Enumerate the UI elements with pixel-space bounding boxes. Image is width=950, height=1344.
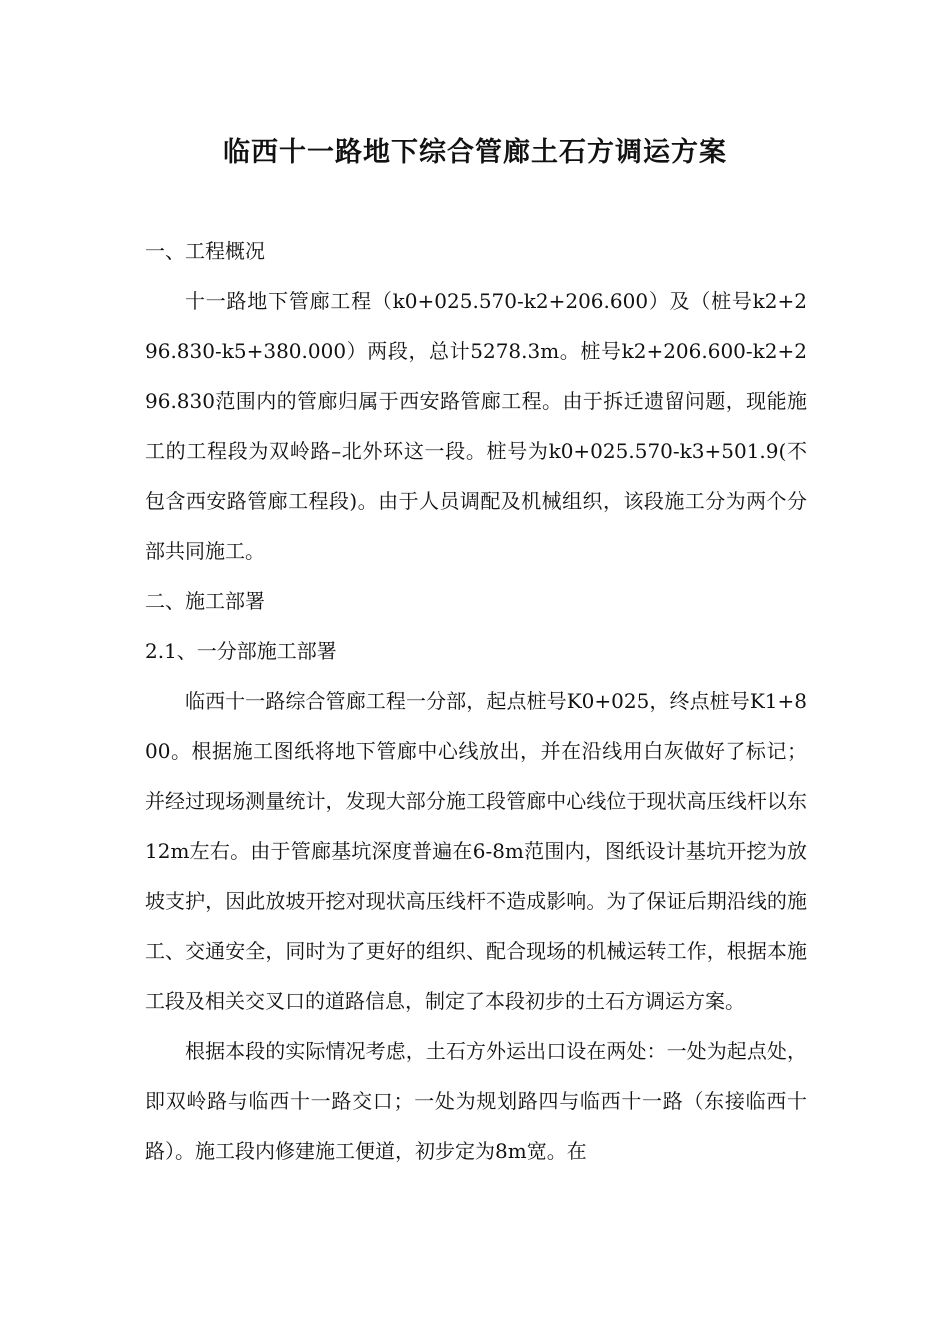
section-heading-deployment: 二、施工部署 [145, 589, 265, 613]
paragraph-earthwork-exits: 根据本段的实际情况考虑，土石方外运出口设在两处：一处为起点处，即双岭路与临西十一路交口；一处为规划路四与临西十一路（东接临西十路）。施工段内修建施工便道，初步定为8m宽。在 [145, 1039, 807, 1163]
paragraph-division-one-deployment: 临西十一路综合管廊工程一分部，起点桩号K0+025，终点桩号K1+800。根据施工图纸将地下管廊中心线放出，并在沿线用白灰做好了标记；并经过现场测量统计，发现大部分施工段管廊中心线位于现状高压线杆以东12m左右。由于管廊基坑深度普遍在6-8m范围内，图纸设计基坑开挖为放坡支护，因此放坡开挖对现状高压线杆不造成影响。为了保证后期沿线的施工、交通安全，同时为了更好的组织、配合现场的机械运转工作，根据本施工段及相关交叉口的道路信息，制定了本段初步的土石方调运方案。 [145, 689, 807, 1013]
paragraph-overview: 十一路地下管廊工程（k0+025.570-k2+206.600）及（桩号k2+296.830-k5+380.000）两段，总计5278.3m。桩号k2+206.600-k2+296.830范围内的管廊归属于西安路管廊工程。由于拆迁遗留问题，现能施工的工程段为双岭路–北外环这一段。桩号为k0+025.570-k3+501.9(不包含西安路管廊工程段)。由于人员调配及机械组织，该段施工分为两个分部共同施工。 [145, 289, 807, 563]
subsection-heading-division-one: 2.1、一分部施工部署 [145, 639, 337, 663]
section-heading-overview: 一、工程概况 [145, 239, 265, 263]
document-body [145, 226, 807, 1176]
document-title: 临西十一路地下综合管廊土石方调运方案 [223, 137, 727, 168]
